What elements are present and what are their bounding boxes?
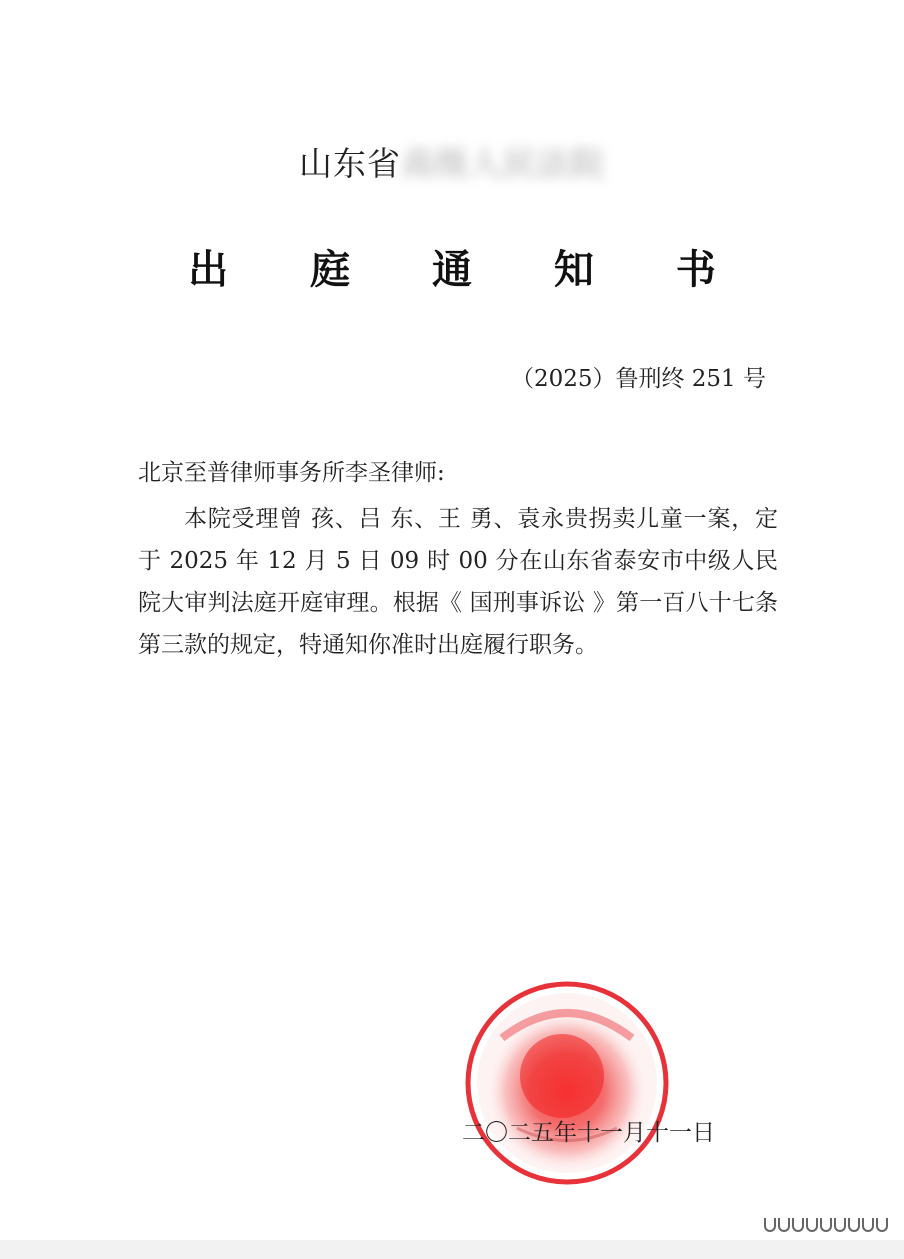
- issue-date: 二〇二五年十一月十一日: [462, 1120, 715, 1146]
- notice-body: 本院受理曾 孩、吕 东、王 勇、袁永贵拐卖儿童一案，定于 2025 年 12 月 5 日 09 时 00 分在山东省泰安市中级人民 院大审判法庭开庭审理。根据《 国刑事诉讼 》第一百八十七条第三款的规定，特通知你准时出庭履行职务。: [138, 506, 778, 658]
- court-name: [0, 138, 904, 185]
- court-name-redacted: 高级人民法院: [401, 144, 605, 183]
- cup-icon: [848, 1218, 860, 1232]
- court-seal-icon: [462, 978, 672, 1188]
- cup-icon: [764, 1218, 776, 1232]
- addressee: 北京至普律师事务所李圣律师:: [138, 460, 445, 486]
- watermark-icons: [764, 1218, 888, 1232]
- cup-icon: [820, 1218, 832, 1232]
- cup-icon: [876, 1218, 888, 1232]
- case-number: （2025）鲁刑终 251 号: [510, 366, 766, 392]
- cup-icon: [862, 1218, 874, 1232]
- cup-icon: [792, 1218, 804, 1232]
- cup-icon: [834, 1218, 846, 1232]
- court-name-visible: 山东省: [299, 144, 401, 183]
- document-title: 出 庭 通 知 书: [188, 246, 750, 293]
- cup-icon: [778, 1218, 790, 1232]
- cup-icon: [806, 1218, 818, 1232]
